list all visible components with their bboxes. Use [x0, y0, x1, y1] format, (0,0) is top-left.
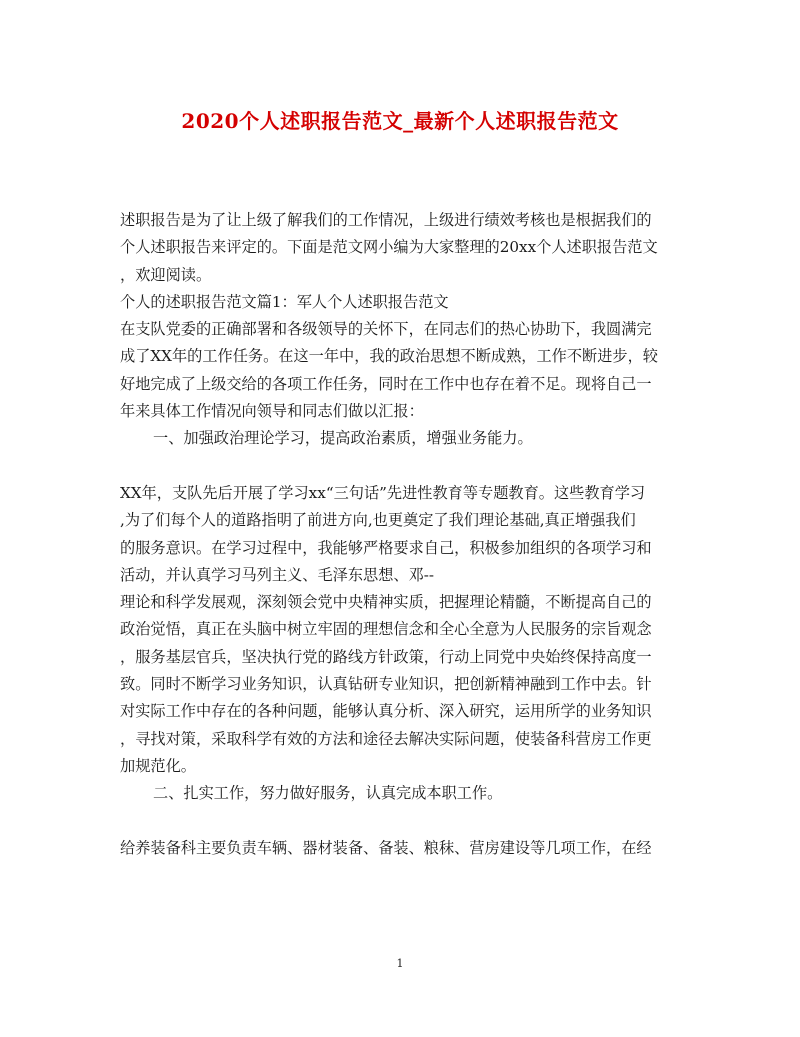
body-line: 给养装备科主要负责车辆、器材装备、备装、粮秣、营房建设等几项工作，在经	[120, 838, 652, 857]
body-line: 对实际工作中存在的各种问题，能够认真分析、深入研究，运用所学的业务知识	[120, 702, 652, 721]
page-number: 1	[396, 957, 404, 970]
body-line: 个人述职报告来评定的。下面是范文网小编为大家整理的20xx个人述职报告范文	[120, 238, 658, 257]
document-body	[120, 207, 680, 862]
body-line: 成了XX年的工作任务。在这一年中，我的政治思想不断成熟，工作不断进步，较	[120, 347, 658, 366]
paragraph-gap	[120, 808, 680, 835]
body-line: 理论和科学发展观，深刻领会党中央精神实质，把握理论精髓，不断提高自己的	[120, 593, 652, 612]
section-heading: 二、扎实工作，努力做好服务，认真完成本职工作。	[153, 784, 503, 803]
body-line: 好地完成了上级交给的各项工作任务，同时在工作中也存在着不足。现将自己一	[120, 374, 652, 393]
body-line: ，服务基层官兵，坚决执行党的路线方针政策，行动上同党中央始终保持高度一	[120, 647, 652, 666]
body-line: 述职报告是为了让上级了解我们的工作情况，上级进行绩效考核也是根据我们的	[120, 211, 652, 229]
body-line: XX年，支队先后开展了学习xx“三句话”先进性教育等专题教育。这些教育学习	[120, 483, 646, 502]
body-line: ，寻找对策，采取科学有效的方法和途径去解决实际问题，使装备科营房工作更	[120, 729, 652, 748]
body-line: 年来具体工作情况向领导和同志们做以汇报：	[120, 402, 424, 421]
body-line: 政治觉悟，真正在头脑中树立牢固的理想信念和全心全意为人民服务的宗旨观念	[120, 620, 652, 639]
body-line: 活动，并认真学习马列主义、毛泽东思想、邓--	[120, 565, 435, 584]
section-subtitle: 个人的述职报告范文篇1：军人个人述职报告范文	[120, 292, 449, 311]
body-line: ，欢迎阅读。	[120, 265, 212, 284]
body-line: 加规范化。	[120, 756, 196, 775]
paragraph-gap	[120, 453, 680, 480]
body-line: ,为了们每个人的道路指明了前进方向,也更奠定了我们理论基础,真正增强我们	[120, 511, 636, 530]
body-line: 致。同时不断学习业务知识，认真钻研专业知识，把创新精神融到工作中去。针	[120, 675, 652, 694]
body-line: 的服务意识。在学习过程中，我能够严格要求自己，积极参加组织的各项学习和	[120, 538, 652, 557]
section-heading: 一、加强政治理论学习，提高政治素质，增强业务能力。	[153, 429, 533, 448]
body-line: 在支队党委的正确部署和各级领导的关怀下，在同志们的热心协助下，我圆满完	[120, 320, 652, 339]
document-title: 2020个人述职报告范文_最新个人述职报告范文	[181, 109, 619, 133]
